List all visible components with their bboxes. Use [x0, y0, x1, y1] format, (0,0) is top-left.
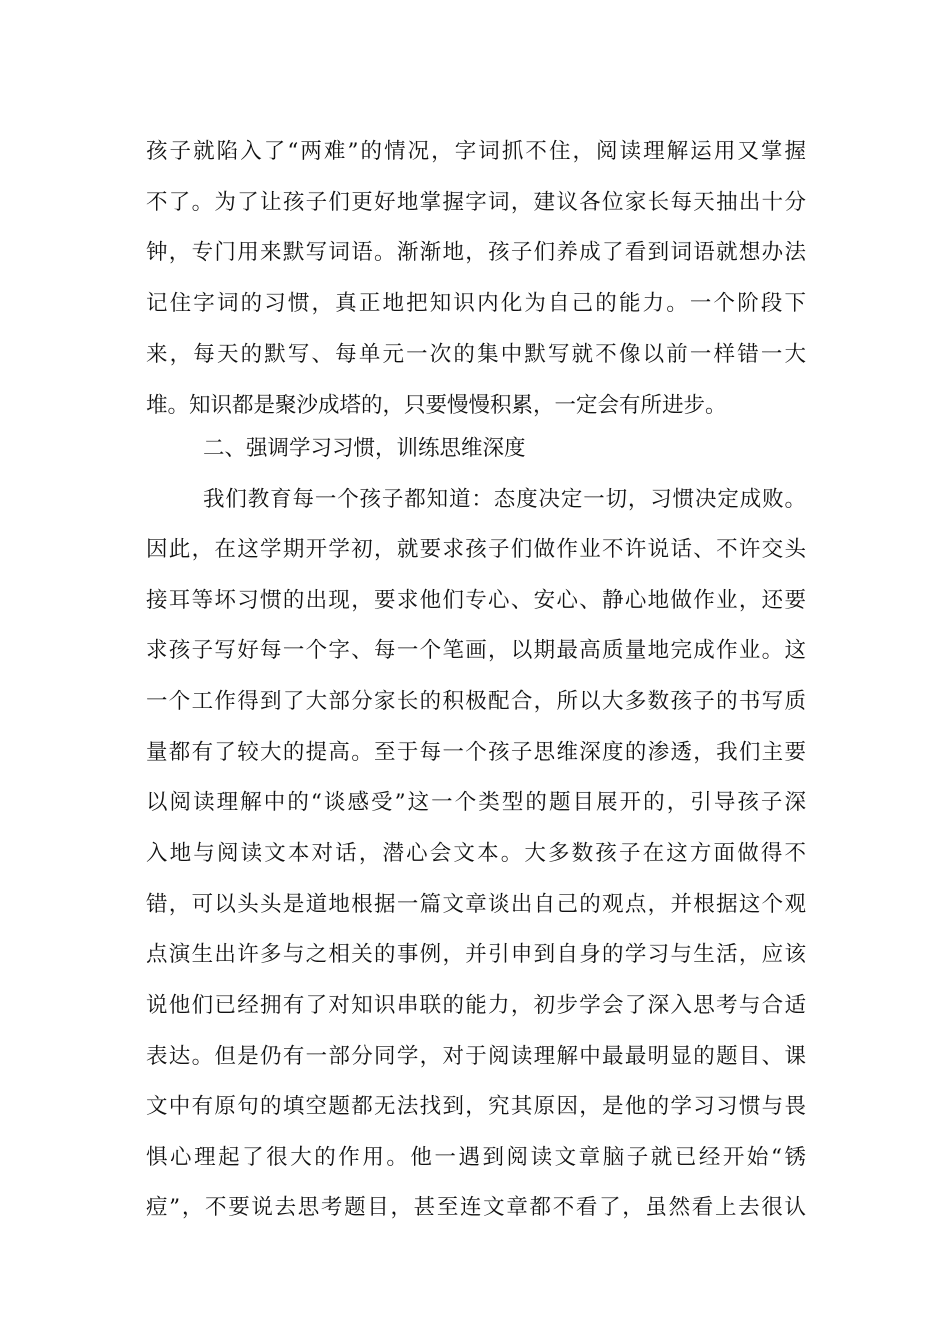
paragraph-line: 表达。但是仍有一部分同学，对于阅读理解中最最明显的题目、课: [146, 1044, 806, 1069]
paragraph-line: 说他们已经拥有了对知识串联的能力，初步学会了深入思考与合适: [146, 993, 806, 1018]
paragraph-line: 我们教育每一个孩子都知道：态度决定一切，习惯决定成败。: [203, 487, 806, 512]
paragraph-line: 一个工作得到了大部分家长的积极配合，所以大多数孩子的书写质: [146, 689, 806, 714]
paragraph-line: 入地与阅读文本对话，潜心会文本。大多数孩子在这方面做得不: [146, 841, 806, 866]
paragraph-line: 来，每天的默写、每单元一次的集中默写就不像以前一样错一大: [146, 342, 806, 367]
paragraph-line: 惧心理起了很大的作用。他一遇到阅读文章脑子就已经开始“锈: [146, 1145, 806, 1170]
paragraph-line: 堆。知识都是聚沙成塔的，只要慢慢积累，一定会有所进步。: [146, 393, 727, 418]
paragraph-line: 记住字词的习惯，真正地把知识内化为自己的能力。一个阶段下: [146, 291, 806, 316]
paragraph-line: 错，可以头头是道地根据一篇文章谈出自己的观点，并根据这个观: [146, 892, 806, 917]
paragraph-line: 求孩子写好每一个字、每一个笔画，以期最高质量地完成作业。这: [146, 638, 806, 663]
paragraph-line: 量都有了较大的提高。至于每一个孩子思维深度的渗透，我们主要: [146, 740, 806, 765]
paragraph-line: 不了。为了让孩子们更好地掌握字词，建议各位家长每天抽出十分: [146, 190, 806, 215]
paragraph-line: 孩子就陷入了“两难”的情况，字词抓不住，阅读理解运用又掌握: [146, 139, 806, 164]
paragraph-line: 钟，专门用来默写词语。渐渐地，孩子们养成了看到词语就想办法: [146, 240, 806, 265]
paragraph-line: 痘”，不要说去思考题目，甚至连文章都不看了，虽然看上去很认: [146, 1195, 806, 1220]
paragraph-line: 文中有原句的填空题都无法找到，究其原因，是他的学习习惯与畏: [146, 1094, 806, 1119]
paragraph-line: 点演生出许多与之相关的事例，并引申到自身的学习与生活，应该: [146, 942, 806, 967]
paragraph-line: 以阅读理解中的“谈感受”这一个类型的题目展开的，引导孩子深: [146, 790, 806, 815]
paragraph-line: 接耳等坏习惯的出现，要求他们专心、安心、静心地做作业，还要: [146, 588, 806, 613]
paragraph-line: 因此，在这学期开学初，就要求孩子们做作业不许说话、不许交头: [146, 537, 806, 562]
section-heading: 二、强调学习习惯，训练思维深度: [203, 436, 526, 461]
